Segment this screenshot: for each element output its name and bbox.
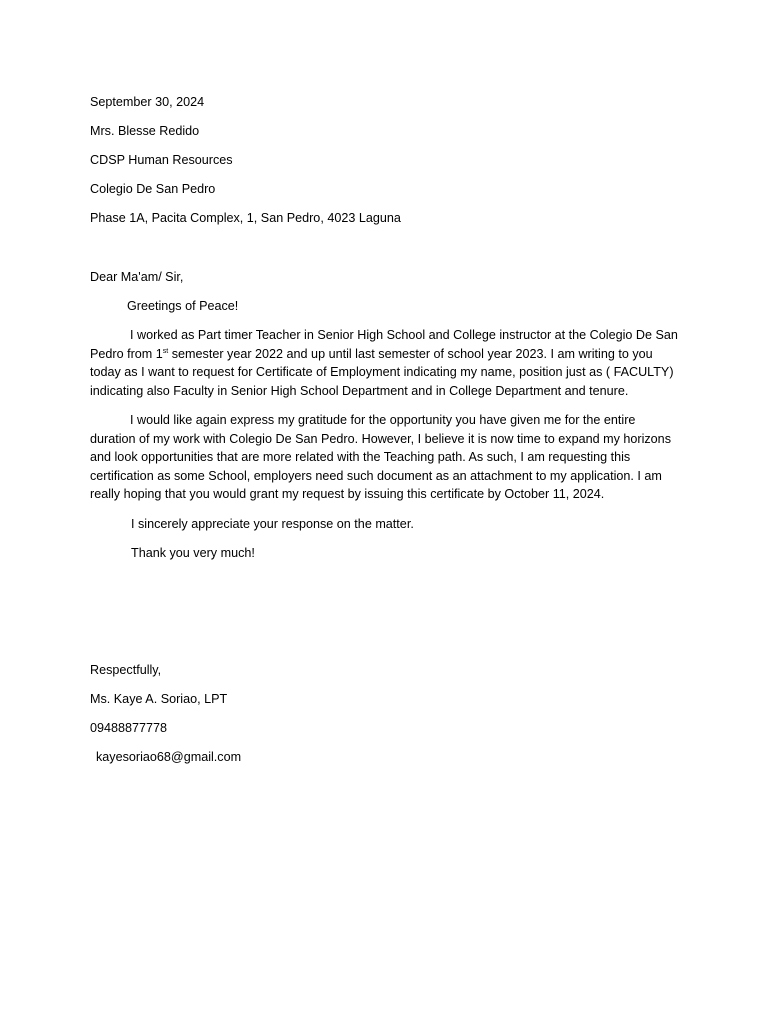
letter-date: September 30, 2024: [90, 95, 205, 109]
paragraph-line: I would like again express my gratitude for the opportunity you have given me for the entire: [130, 413, 636, 427]
recipient-institution: Colegio De San Pedro: [90, 182, 216, 196]
paragraph-employment: [90, 326, 690, 400]
paragraph-line: [90, 345, 690, 364]
sender-email: kayesoriao68@gmail.com: [96, 750, 242, 764]
paragraph-line: today as I want to request for Certificate of Employment indicating my name, position just as ( FACULTY): [90, 365, 674, 380]
sender-phone: 09488877778: [90, 721, 168, 735]
text-run: Pedro from 1: [90, 346, 163, 361]
paragraph-gratitude: [90, 411, 690, 504]
paragraph-line: and look opportunities that are more related with the Teaching path. As such, I am requesting this: [90, 450, 631, 465]
paragraph-line: I worked as Part timer Teacher in Senior High School and College instructor at the Colegio De San: [130, 328, 678, 342]
text-run: semester year 2022 and up until last semester of school year 2023. I am writing to you: [168, 346, 653, 361]
closing: Respectfully,: [90, 663, 162, 677]
ordinal-suffix: st: [162, 347, 169, 355]
thanks-line: Thank you very much!: [131, 546, 255, 560]
paragraph-line: indicating also Faculty in Senior High School Department and in College Department and tenure.: [90, 383, 629, 398]
recipient-name: Mrs. Blesse Redido: [90, 124, 200, 138]
recipient-department: CDSP Human Resources: [90, 153, 233, 167]
recipient-address: Phase 1A, Pacita Complex, 1, San Pedro, 4023 Laguna: [90, 211, 401, 225]
paragraph-line: really hoping that you would grant my request by issuing this certificate by October 11, 2024.: [90, 487, 605, 502]
appreciation-line: I sincerely appreciate your response on the matter.: [131, 517, 414, 531]
sender-name: Ms. Kaye A. Soriao, LPT: [90, 692, 228, 706]
paragraph-line: certification as some School, employers need such document as an attachment to my application. I am: [90, 468, 662, 483]
paragraph-line: duration of my work with Colegio De San Pedro. However, I believe it is now time to expand my horizons: [90, 431, 671, 446]
salutation: Dear Ma'am/ Sir,: [90, 270, 184, 284]
greeting: Greetings of Peace!: [127, 299, 239, 313]
